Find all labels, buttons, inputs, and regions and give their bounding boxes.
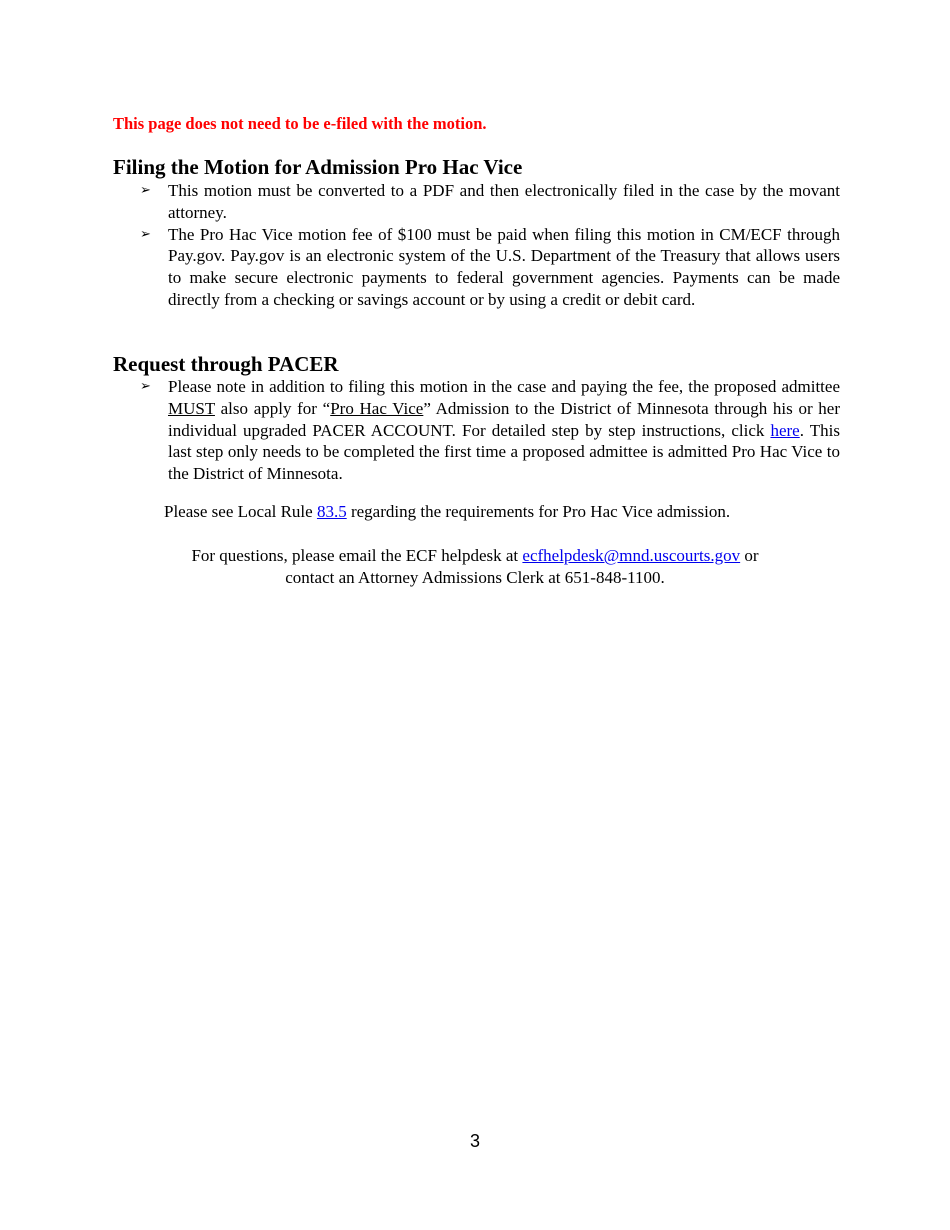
local-rule-paragraph <box>164 501 730 523</box>
contact-phone-line: contact an Attorney Admissions Clerk at 651-848-1100. <box>285 568 665 587</box>
arrowhead-bullet-icon: ➢ <box>140 183 151 198</box>
instructions-here-link[interactable]: here <box>770 420 800 440</box>
page-number: 3 <box>469 1131 480 1151</box>
local-rule-suffix: regarding the requirements for Pro Hac Vice admission. <box>346 502 731 521</box>
pacer-bullet-list <box>140 376 840 485</box>
efile-notice: This page does not need to be e-filed with the motion. <box>113 114 487 133</box>
list-item <box>140 376 840 485</box>
contact-prefix: For questions, please email the ECF helpdesk at <box>191 546 523 565</box>
arrowhead-bullet-icon: ➢ <box>140 226 151 242</box>
pro-hac-vice-emphasis: Pro Hac Vice <box>330 398 424 418</box>
filing-bullet-list <box>140 180 840 311</box>
filing-section-heading: Filing the Motion for Admission Pro Hac Vice <box>113 155 523 179</box>
bullet-text: The Pro Hac Vice motion fee of $100 must be paid when filing this motion in CM/ECF through Pay.gov. Pay.gov is an electronic system of the U.S. Department of the Treasury that allows users to make secure electronic payments to federal government agencies. Payments can be made directly from a checking or savings account or by using a credit or debit card. <box>168 224 840 309</box>
bullet-text-part: also apply for “ <box>214 398 331 418</box>
contact-paragraph <box>164 545 786 589</box>
bullet-text-part: . This last step only needs to be completed the first time a proposed admittee is admitted Pro Hac Vice to the District of Minnesota. <box>168 420 840 484</box>
local-rule-link[interactable]: 83.5 <box>316 502 347 521</box>
list-item <box>140 180 840 224</box>
bullet-text-part: Please note in addition to filing this motion in the case and paying the fee, the proposed admittee <box>168 377 840 396</box>
helpdesk-email-link[interactable]: ecfhelpdesk@mnd.uscourts.gov <box>522 546 741 565</box>
list-item <box>140 224 840 311</box>
bullet-text-part: ” Admission to the District of Minnesota through his or her individual upgraded PACER ACCOUNT. For detailed step by step instructions, click <box>168 398 840 440</box>
bullet-text: This motion must be converted to a PDF and then electronically filed in the case by the movant attorney. <box>168 181 840 222</box>
local-rule-prefix: Please see Local Rule <box>164 502 317 521</box>
arrowhead-bullet-icon: ➢ <box>140 379 151 394</box>
must-emphasis: MUST <box>168 398 215 418</box>
contact-suffix: or <box>740 546 759 565</box>
pacer-section-heading: Request through PACER <box>113 352 339 376</box>
